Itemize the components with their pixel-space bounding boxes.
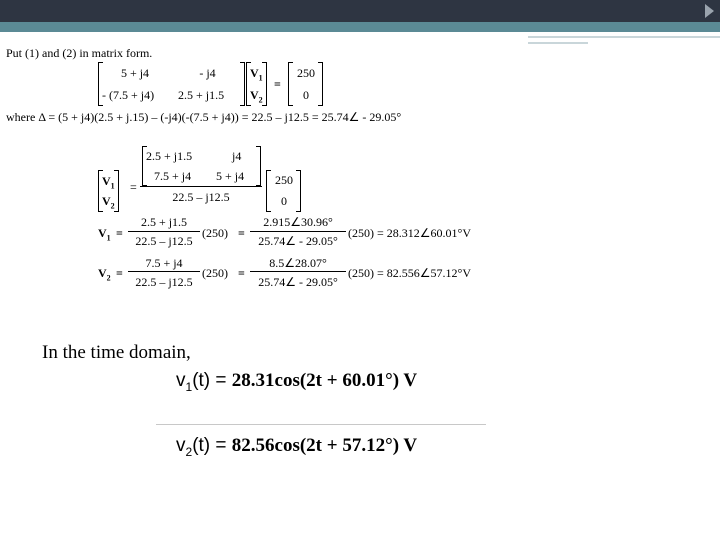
solution-v1: $V_1$ bbox=[102, 174, 115, 191]
vector-right-bracket bbox=[262, 62, 267, 106]
v1-polar-fraction-bar bbox=[250, 231, 346, 232]
intro-text: Put (1) and (2) in matrix form. bbox=[6, 46, 153, 60]
v1-fraction-bar bbox=[128, 231, 200, 232]
v1-label: $V_1$ bbox=[98, 226, 111, 243]
v1-polar-denominator: 25.74∠ - 29.05° bbox=[258, 234, 338, 248]
slide-title-bar bbox=[0, 0, 720, 22]
v1-equals-2: = bbox=[238, 226, 245, 240]
v1-numerator: 2.5 + j1.5 bbox=[140, 215, 188, 229]
solution-rhs-bottom: 0 bbox=[281, 194, 287, 208]
v2-polar-denominator: 25.74∠ - 29.05° bbox=[258, 275, 338, 289]
v2-fraction-bar bbox=[128, 271, 200, 272]
determinant-denominator: 22.5 – j12.5 bbox=[172, 190, 230, 204]
decorative-stripe bbox=[528, 36, 720, 38]
v2-label: $V_2$ bbox=[98, 266, 111, 283]
solution-vector-right-bracket bbox=[114, 170, 119, 212]
rhs-r1: 250 bbox=[297, 66, 315, 80]
v2-polar-numerator: 8.5∠28.07° bbox=[269, 256, 327, 270]
v2-equals-2: = bbox=[238, 266, 245, 280]
vector-v2: $V_2$ bbox=[250, 88, 263, 105]
matrix-a12: - j4 bbox=[199, 66, 216, 80]
matrix-a22: 2.5 + j1.5 bbox=[178, 88, 225, 102]
separator-line bbox=[156, 424, 486, 425]
slide-accent-bar bbox=[0, 22, 720, 32]
v1-denominator: 22.5 – j12.5 bbox=[135, 234, 193, 248]
vector-v1: $V_1$ bbox=[250, 66, 263, 83]
v2-numerator: 7.5 + j4 bbox=[145, 256, 183, 270]
v1-equals: = bbox=[116, 226, 123, 240]
v2-result: (250) = 82.556∠57.12°V bbox=[348, 266, 471, 280]
delta-line: where Δ = (5 + j4)(2.5 + j.15) – (-j4)(-(7.5 + j4)) = 22.5 – j12.5 = 25.74∠ - 29.05° bbox=[6, 110, 402, 124]
adjoint-m22: 5 + j4 bbox=[216, 169, 245, 183]
adjoint-m12: j4 bbox=[232, 149, 242, 163]
slide-header-cutout bbox=[0, 32, 528, 46]
matrix-a11: 5 + j4 bbox=[120, 66, 150, 80]
rhs-r2: 0 bbox=[303, 88, 309, 102]
solution-v2: $V_2$ bbox=[102, 194, 115, 211]
v1-multiplier: (250) bbox=[202, 226, 228, 240]
v1-time-expression: $v_1(t) = 28.31\cos(2t + 60.01^\circ)$ V bbox=[176, 370, 418, 394]
adjoint-m11: 2.5 + j1.5 bbox=[146, 149, 193, 163]
corner-triangle-icon bbox=[705, 4, 714, 18]
adjoint-right-bracket bbox=[256, 146, 261, 186]
solution-rhs-top: 250 bbox=[275, 173, 293, 187]
fraction-bar bbox=[140, 186, 262, 187]
v1-result: (250) = 28.312∠60.01°V bbox=[348, 226, 471, 240]
v2-multiplier: (250) bbox=[202, 266, 228, 280]
matrix-right-bracket bbox=[240, 62, 245, 106]
v2-denominator: 22.5 – j12.5 bbox=[135, 275, 193, 289]
v2-time-expression: $v_2(t) = 82.56\cos(2t + 57.12^\circ)$ V bbox=[176, 435, 418, 459]
solution-equals: = bbox=[130, 180, 137, 194]
time-domain-heading: In the time domain, bbox=[42, 342, 191, 363]
decorative-stripe bbox=[528, 42, 588, 44]
v2-polar-fraction-bar bbox=[250, 271, 346, 272]
v1-polar-numerator: 2.915∠30.96° bbox=[263, 215, 333, 229]
v2-equals: = bbox=[116, 266, 123, 280]
adjoint-m21: 7.5 + j4 bbox=[154, 169, 192, 183]
matrix-a21: - (7.5 + j4) bbox=[102, 88, 155, 102]
matrix-equals: = bbox=[274, 77, 281, 91]
